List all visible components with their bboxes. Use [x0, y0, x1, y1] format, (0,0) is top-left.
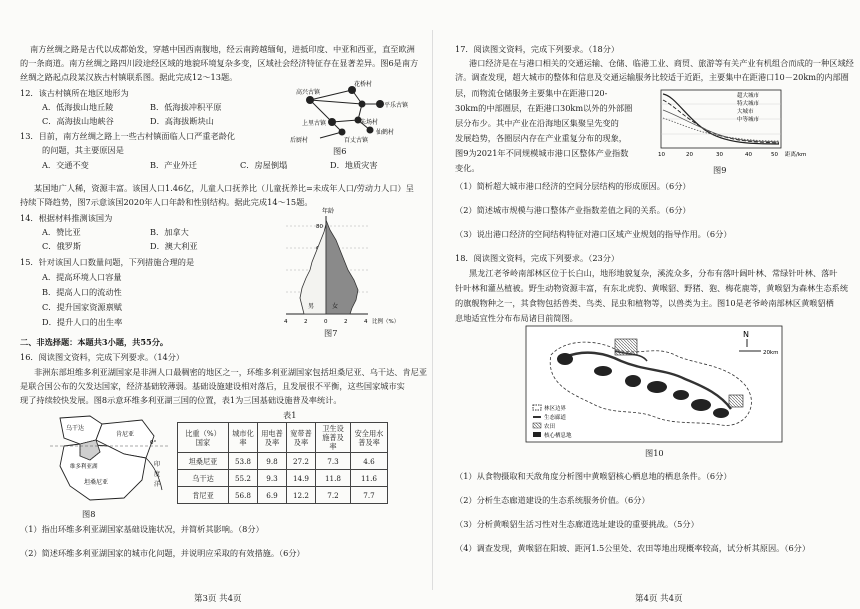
- fig6-node-pingle: 平乐古镇: [384, 102, 409, 109]
- right-page: [445, 0, 855, 609]
- page-footer-left: 第3页 共4页: [194, 594, 242, 604]
- fig6-node-shangli: 上里古镇: [302, 120, 327, 127]
- table-cell: 11.6: [351, 470, 388, 487]
- q17-text-6: 发展趋势，各圈层内存在产业重复分布的现象，: [455, 133, 627, 143]
- fig8-ocean-1: 印: [154, 461, 161, 468]
- q16-part-1: （1）指出环维多利亚湖国家基础设施状况，并简析其影响。（8分）: [20, 524, 264, 534]
- fig10-scale: 20km: [763, 350, 779, 356]
- q13-opt-d: D．地质灾害: [330, 160, 378, 170]
- table-cell: 55.2: [229, 470, 258, 487]
- svg-text:N: N: [743, 330, 749, 339]
- section-2-heading: 二、非选择题：本题共3小题，共55分。: [20, 337, 169, 347]
- table1-title: 表1: [283, 410, 297, 420]
- table-cell: 肯尼亚: [178, 487, 229, 504]
- q15-opt-a: A．提高环境人口容量: [42, 272, 122, 282]
- fig6-node-zhuchang: 朱场村: [360, 119, 379, 126]
- table-cell: 56.8: [229, 487, 258, 504]
- q14-opt-a: A．赞比亚: [42, 227, 81, 237]
- q18-part-1: （1）从食物摄取和天敌角度分析图中黄喉貂核心栖息地的栖息条件。（6分）: [455, 471, 732, 481]
- fig8-kenya: 肯尼亚: [116, 431, 135, 438]
- fig7-caption: 图7: [324, 328, 338, 338]
- figure-7-pyramid: [272, 204, 412, 332]
- fig6-caption: 图6: [333, 146, 347, 156]
- q17-text-5: 层分布少。其中产业在沿海地区集聚呈先变的: [455, 118, 619, 128]
- fig10-caption: 图10: [645, 448, 664, 458]
- q15-opt-c: C．提升国家资源禀赋: [42, 302, 122, 312]
- table-header-water: 安全用水普及率: [351, 423, 388, 453]
- fig9-legend-2: 特大城市: [737, 101, 760, 107]
- q14-opt-d: D．澳大利亚: [150, 241, 198, 251]
- table-cell: 7.7: [351, 487, 388, 504]
- figure-8-map: [50, 410, 170, 506]
- q12-opt-b: B．低海拔冲积平原: [150, 102, 222, 112]
- table-header-corner: 比重（%） 国家: [178, 423, 229, 453]
- q16-text-3: 现了持续较快发展。图8示意环维多利亚湖三国的位置，表1为三国基础设施普及率统计。: [20, 395, 342, 405]
- q18-part-4: （4）调查发现，黄喉貂在阳坡、距河1.5公里处、农田等地出现概率较高，试分析其原因。（6分）: [455, 543, 811, 553]
- fig6-node-huaqiao: 花桥村: [354, 81, 373, 88]
- fig8-ocean-2: 度: [154, 471, 161, 478]
- table-cell: 11.8: [316, 470, 351, 487]
- fig6-node-xianhe: 仙鹤村: [376, 129, 395, 136]
- q18-text-3: 的旗舰物种之一，其食物包括兽类、鸟类、昆虫和植物等，以兽类为主。图10是老爷岭南部林区黄喉貂栖: [455, 298, 834, 308]
- fig10-legend-core: 核心栖息地: [544, 433, 572, 439]
- q12-opt-d: D．高海拔断块山: [150, 116, 214, 126]
- q17-part-1: （1）简析超大城市港口经济的空间分层结构的形成原因。（6分）: [455, 181, 691, 191]
- q13-opt-a: A．交通不变: [42, 160, 89, 170]
- svg-text:50: 50: [771, 152, 778, 158]
- page-divider: [432, 30, 433, 590]
- left-page: [10, 0, 428, 609]
- q14-opt-c: C．俄罗斯: [42, 241, 82, 251]
- intro-line-2: 的一条商道。南方丝绸之路四川段途经区域的地貌环境复杂多变，区域社会经济特征存在显著差异。图6是南方: [20, 58, 419, 68]
- pop-intro-2: 持续下降趋势，图7示意该国2020年人口年龄和性别结构。据此完成14～15题。: [20, 197, 313, 207]
- fig9-legend-3: 大城市: [737, 109, 754, 115]
- table-header-row: [178, 423, 388, 453]
- q17-part-2: （2）简述城市规模与港口整体产业指数差值之间的关系。（6分）: [455, 205, 691, 215]
- table-cell: 坦桑尼亚: [178, 453, 229, 470]
- q12-opt-c: C．高海拔山地峡谷: [42, 116, 114, 126]
- svg-text:20: 20: [686, 152, 693, 158]
- q13-opt-b: B．产业外迁: [150, 160, 197, 170]
- table-cell: 14.9: [287, 470, 316, 487]
- fig8-equator: 0°: [150, 440, 157, 446]
- table-cell: 6.9: [258, 487, 287, 504]
- q15-opt-b: B．提高人口的流动性: [42, 287, 122, 297]
- table-cell: 27.2: [287, 453, 316, 470]
- fig9-caption: 图9: [713, 165, 727, 175]
- fig10-legend-farmland: 农田: [544, 424, 556, 430]
- q16-part-2: （2）简述环维多利亚湖国家的城市化问题，并说明应采取的有效措施。（6分）: [20, 548, 305, 558]
- svg-text:40: 40: [745, 152, 752, 158]
- q16-text-2: 是联合国公布的欠发达国家，经济基础较薄弱。基础设施建设相对落后，且发展很不平衡，这些国家城市实: [20, 381, 405, 391]
- table-cell: 7.2: [316, 487, 351, 504]
- fig8-lake: 维多利亚湖: [70, 464, 98, 470]
- fig9-legend-1: 超大城市: [737, 93, 760, 99]
- table-cell: 7.3: [316, 453, 351, 470]
- q18-text-1: 黑龙江老爷岭南部林区位于长白山，地形地貌复杂，溪流众多，分布有落叶阔叶林、常绿针叶林、落叶: [469, 268, 838, 278]
- fig7-xtick-2: 0: [324, 319, 328, 325]
- q17-part-3: （3）说出港口经济的空间结构特征对港口区域产业规划的指导作用。（6分）: [455, 229, 732, 239]
- intro-line-3: 丝绸之路起点段某汉族古村镇联系图。据此完成12～13题。: [20, 72, 238, 82]
- q14-stem: 14．根据材料推测该国为: [20, 213, 113, 223]
- table-cell: 12.2: [287, 487, 316, 504]
- fig8-caption: 图8: [82, 509, 96, 519]
- fig7-xtick-4: 4: [364, 319, 368, 325]
- fig7-x-title: 比例（%）: [372, 319, 400, 325]
- table-cell: 乌干达: [178, 470, 229, 487]
- table-header-sanitation: 卫生设施普及率: [316, 423, 351, 453]
- svg-text:10: 10: [658, 152, 665, 158]
- table-header-urban: 城市化率: [229, 423, 258, 453]
- q17-text-1: 港口经济是在与港口相关的交通运输、仓储、临港工业、商贸、旅游等有关产业有机组合而成的一种区域经: [469, 58, 854, 68]
- q13-stem-2: 的问题，其主要原因是: [42, 145, 124, 155]
- q13-opt-c: C．房屋倒塌: [240, 160, 288, 170]
- q14-opt-b: B．加拿大: [150, 227, 189, 237]
- fig6-node-gaoxing: 高兴古镇: [296, 89, 321, 96]
- fig8-uganda: 乌干达: [66, 425, 85, 432]
- q16-heading: 16．阅读图文资料，完成下列要求。（14分）: [20, 352, 185, 362]
- fig7-tick-80: 80: [316, 224, 323, 230]
- fig7-y-title: 年龄: [322, 208, 335, 215]
- table-cell: 53.8: [229, 453, 258, 470]
- q17-text-2: 济。调查发现，超大城市的整体和信息及交通运输服务比较适于近距，主要集中在距港口10－20km的内部圈: [455, 72, 849, 82]
- table-cell: 4.6: [351, 453, 388, 470]
- q17-text-4: 30km的中部圈层，在距港口30km以外的外部圈: [455, 103, 633, 113]
- q12-stem: 12．该古村镇所在地区地形为: [20, 88, 129, 98]
- fig7-female-label: 女: [332, 303, 339, 310]
- page-footer-right: 第4页 共4页: [635, 594, 683, 604]
- q17-text-7: 图9为2021年不同规模城市港口区整体产业指数: [455, 148, 629, 158]
- q17-text-3: 层，而物流仓储服务主要集中在距港口20-: [455, 88, 608, 98]
- fig10-legend-corridor: 生态廊道: [544, 415, 567, 421]
- q18-text-2: 针叶林和灌丛植被。野生动物资源丰富，有东北虎豹、黄喉貂、野猪、狍、梅花鹿等，黄喉貂为森林生态系统: [455, 283, 849, 293]
- q18-part-3: （3）分析黄喉貂生活习性对生态廊道选址建设的重要挑战。（5分）: [455, 519, 699, 529]
- figure-9-chart: [645, 86, 830, 166]
- table-header-broadband: 宽带普及率: [287, 423, 316, 453]
- q17-text-8: 变化。: [455, 163, 480, 173]
- fig9-legend-4: 中等城市: [737, 117, 760, 123]
- fig8-tanzania: 坦桑尼亚: [84, 479, 109, 486]
- table-cell: 9.8: [258, 453, 287, 470]
- intro-line-1: 南方丝绸之路是古代以成都始发，穿越中国西南腹地，经云南跨越缅甸，进抵印度、中亚和西亚，直至欧洲: [30, 44, 415, 54]
- q13-stem: 13．目前，南方丝绸之路上一些古村镇面临人口严重老龄化: [20, 131, 236, 141]
- q15-opt-d: D．提升人口的出生率: [42, 317, 123, 327]
- svg-text:30: 30: [716, 152, 723, 158]
- q15-stem: 15．针对该国人口数量问题，下列措施合理的是: [20, 257, 195, 267]
- table-header-power: 用电普及率: [258, 423, 287, 453]
- figure-10-map: [525, 325, 785, 445]
- fig7-xtick-3: 2: [344, 319, 348, 325]
- fig7-xtick-0: 4: [284, 319, 288, 325]
- fig8-ocean-3: 洋: [154, 481, 161, 488]
- table-1: [177, 422, 388, 504]
- fig7-male-area: [300, 224, 326, 314]
- table-row: [178, 453, 388, 470]
- q18-heading: 18．阅读图文资料，完成下列要求。（23分）: [455, 253, 620, 263]
- fig9-line-bigcity: [663, 110, 779, 142]
- q16-text-1: 非洲东部坦维多利亚湖国家是非洲人口最稠密的地区之一，环维多利亚湖国家包括坦桑尼亚、乌干达、肯尼亚: [34, 367, 428, 377]
- q17-heading: 17．阅读图文资料，完成下列要求。（18分）: [455, 44, 620, 54]
- table-row: [178, 487, 388, 504]
- fig10-legend-boundary: 林区边界: [544, 406, 567, 412]
- q18-part-2: （2）分析生态廊道建设的生态系统服务价值。（6分）: [455, 495, 650, 505]
- fig7-xtick-1: 2: [304, 319, 308, 325]
- pop-intro-1: 某国地广人稀，资源丰富。该国人口1.46亿，儿童人口抚养比（儿童抚养比=未成年人口/劳动力人口）呈: [34, 183, 414, 193]
- fig7-male-label: 男: [308, 303, 315, 310]
- fig7-female-area: [326, 220, 358, 314]
- q12-opt-a: A．低海拔山地丘陵: [42, 102, 114, 112]
- fig9-x-title: 距离/km: [785, 152, 807, 158]
- table-row: [178, 470, 388, 487]
- fig6-node-houchu: 后厨村: [290, 137, 309, 144]
- table-cell: 9.3: [258, 470, 287, 487]
- q18-text-4: 息地适宜性分布布局诸目前简图。: [455, 313, 578, 323]
- fig6-node-baizhang: 百丈古镇: [344, 137, 369, 144]
- figure-6-network: [280, 80, 420, 156]
